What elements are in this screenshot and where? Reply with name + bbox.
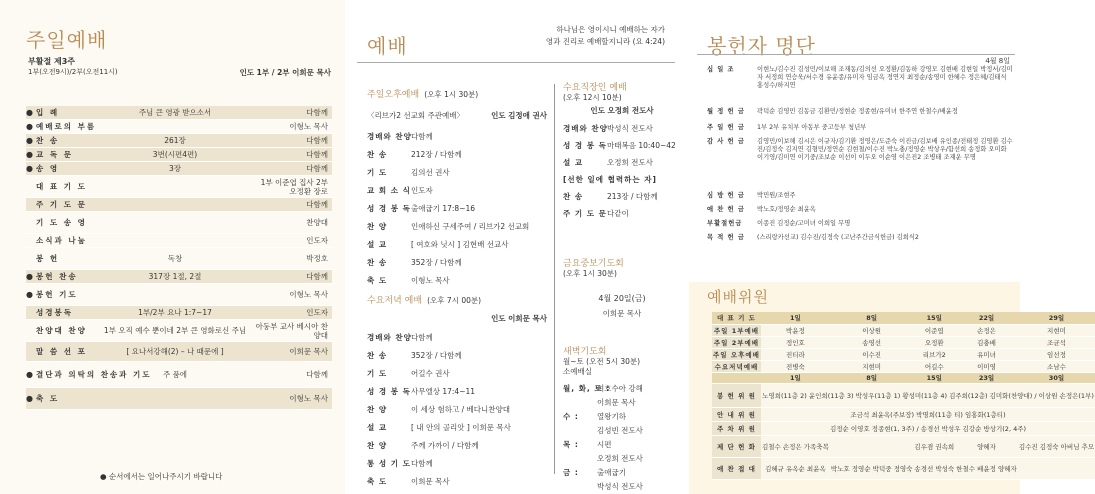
item-label: 경배와 찬양 bbox=[367, 332, 412, 342]
offering-category: 목 적 헌 금 bbox=[707, 234, 745, 241]
order-row bbox=[26, 306, 332, 320]
service-items bbox=[367, 127, 547, 289]
offering-category: 월 정 헌 금 bbox=[707, 108, 745, 115]
item-label: 교 회 소 식 bbox=[367, 185, 411, 195]
date-cell: 15일 bbox=[913, 372, 955, 383]
order-content: 주 품에 bbox=[162, 370, 188, 379]
item-label: 주 기 도 문 bbox=[563, 209, 607, 218]
order-leader: 이형노 목사 bbox=[289, 290, 328, 299]
list-item bbox=[367, 145, 547, 163]
table-cell: 오정환 bbox=[913, 336, 955, 348]
row-label: 대 표 기 도 bbox=[712, 312, 761, 324]
list-item bbox=[367, 163, 547, 181]
offering-names: 박민원/조현주 bbox=[757, 192, 796, 199]
order-content: 주님 큰 영광 받으소서 bbox=[138, 108, 212, 117]
item-value: 213장 / 다함께 bbox=[607, 192, 658, 201]
list-item bbox=[563, 171, 681, 188]
order-label: 봉헌 찬송 bbox=[36, 272, 78, 281]
table-cell: 이수진 bbox=[830, 348, 914, 360]
order-content: 3장 bbox=[168, 164, 182, 173]
item-label: [선한 일에 협력하는 자] bbox=[563, 175, 657, 184]
order-leader: 다함께 bbox=[306, 272, 328, 281]
item-value: 이희문 목사 bbox=[411, 476, 450, 486]
offering-row bbox=[707, 138, 1013, 190]
item-label: 월, 화, 토 : bbox=[563, 383, 611, 393]
offering-category: 애 찬 헌 금 bbox=[707, 206, 745, 213]
table-cell: 김정순 이영호 정종현(1, 3주) / 송경선 박성우 김강순 방상기(2, 4주) bbox=[761, 421, 1095, 435]
order-leader: 다함께 bbox=[306, 200, 328, 209]
offering-row bbox=[707, 108, 1013, 122]
item-value: 마태복음 10:40~42 bbox=[607, 141, 676, 150]
order-row bbox=[26, 148, 332, 162]
row-label: 봉 헌 위 원 bbox=[712, 383, 761, 407]
table-cell: 김충배 bbox=[955, 336, 1018, 348]
section-time: (오후 7시 00분) bbox=[427, 296, 482, 305]
offering-category: 부활절헌금 bbox=[707, 220, 743, 227]
bullet-icon: ● bbox=[26, 272, 33, 281]
section-time: (오후 1시 30분) bbox=[563, 269, 617, 278]
table-cell: 김혜규 유옥순 최윤옥 bbox=[761, 457, 830, 479]
order-leader: 인도자 bbox=[306, 236, 328, 245]
table-cell: 손정은 bbox=[955, 324, 1018, 336]
item-label: 축 도 bbox=[367, 275, 388, 285]
order-leader: 박정호 bbox=[306, 254, 328, 263]
item-label: 경배와 찬양 bbox=[563, 124, 608, 133]
order-leader: 다함께 bbox=[306, 164, 328, 173]
row-label: 애 찬 접 대 bbox=[712, 457, 761, 479]
table-row bbox=[712, 312, 1095, 324]
order-label: 찬양대 찬양 bbox=[36, 326, 87, 335]
list-item bbox=[367, 127, 547, 145]
list-item bbox=[367, 199, 547, 217]
table-cell: 8일 bbox=[830, 312, 914, 324]
order-content: 1부 오직 예수 뿐이네 2부 큰 영화로신 주님 bbox=[103, 326, 247, 335]
item-value: 사무엘상 17:4~11 bbox=[411, 386, 476, 396]
order-content: 3번(시편4편) bbox=[152, 150, 198, 159]
friday-prayer bbox=[563, 256, 681, 319]
item-label: 금 : bbox=[563, 467, 579, 477]
order-label: 입 례 bbox=[36, 108, 60, 117]
page-title: 예배 bbox=[367, 34, 408, 58]
page-worship bbox=[345, 0, 685, 494]
list-item bbox=[367, 235, 547, 253]
list-item bbox=[563, 381, 681, 395]
order-leader: 다함께 bbox=[306, 136, 328, 145]
table-cell: 송영선 bbox=[830, 336, 914, 348]
offering-row bbox=[707, 124, 1013, 136]
table-cell: 소남수 bbox=[1018, 360, 1095, 372]
offering-names: 이종진 김정순/고미녀 이희일 무명 bbox=[757, 220, 851, 227]
offering-names: 곽덕순 김영민 김동금 김환민/정현순 정종현/유미녀 한주연 한철수/배윤정 bbox=[757, 108, 958, 115]
list-item bbox=[367, 454, 547, 472]
item-label: 성 경 봉 독 bbox=[367, 203, 411, 213]
table-cell: 조금석 최윤옥(주보장) 박명희(11층 티) 임홍화(1층티) bbox=[761, 407, 1095, 421]
worship-committee-table bbox=[712, 312, 1095, 480]
date-cell: 23일 bbox=[955, 372, 1018, 383]
table-cell: 29일 bbox=[1018, 312, 1095, 324]
wednesday-evening-service bbox=[367, 288, 547, 490]
order-content: 261장 bbox=[164, 136, 186, 145]
order-content: 317장 1절, 2절 bbox=[148, 272, 202, 281]
table-cell bbox=[830, 435, 914, 457]
divider bbox=[554, 84, 555, 474]
prayer-date: 4월 20일(금) bbox=[598, 294, 646, 303]
item-value: 어길수 권사 bbox=[411, 368, 450, 378]
item-label: 설 교 bbox=[563, 158, 584, 167]
item-value: 열왕기하 bbox=[597, 411, 626, 421]
order-label: 대 표 기 도 bbox=[36, 182, 87, 191]
date-cell: 30일 bbox=[1018, 372, 1095, 383]
order-row bbox=[26, 106, 332, 120]
item-label: 설 교 bbox=[367, 422, 388, 432]
order-row bbox=[26, 342, 332, 362]
order-label: 주 기 도 문 bbox=[36, 200, 87, 209]
dawn-prayer bbox=[563, 344, 681, 493]
offering-names: 김영민/이보해 김시은 이규자/김기환 정영은/도준숙 이진금/김보배 유인종/전태정 김영환 김수진/김정숙 김지연 김형민/정연순 김현철/이수진 박노충/정영순 박상우/함선희 송정화 오미화 이기영/김미연 이기중/조보순 이선이 이두오 이순영 이은진2 조병태 조재운 무명 bbox=[757, 138, 1013, 161]
order-content: 독창 bbox=[167, 254, 183, 263]
item-value: 이희문 목사 bbox=[597, 397, 636, 407]
item-value: 주께 가까이 / 다함께 bbox=[411, 440, 479, 450]
divider bbox=[697, 54, 1015, 55]
order-label: 말 씀 선 포 bbox=[36, 347, 87, 356]
table-cell: 김수진 김정숙 아버님 추모 bbox=[1018, 435, 1095, 457]
order-leader: 다함께 bbox=[306, 108, 328, 117]
table-cell: 이미영 bbox=[955, 360, 1018, 372]
item-value: 박성식 전도사 bbox=[597, 481, 643, 491]
order-content: 1부/2부 요나 1:7~17 bbox=[138, 308, 212, 317]
order-leader: 이형노 목사 bbox=[289, 394, 328, 403]
order-leader: 찬양대 bbox=[306, 218, 328, 227]
order-label: 봉 헌 bbox=[36, 254, 60, 263]
table-row bbox=[712, 421, 1095, 435]
order-leader: 아둥부 교사 베시아 찬양대 bbox=[255, 321, 328, 340]
order-row bbox=[26, 270, 332, 284]
order-label: 예배로의 부름 bbox=[36, 122, 97, 131]
offering-row bbox=[707, 192, 1013, 204]
order-row bbox=[26, 248, 332, 270]
list-item bbox=[563, 120, 681, 137]
item-label: 성 경 봉 독 bbox=[367, 386, 411, 396]
list-item bbox=[367, 217, 547, 235]
list-item bbox=[563, 479, 681, 493]
order-label: 성경봉독 bbox=[36, 308, 73, 317]
item-value: 다같이 bbox=[607, 209, 629, 218]
row-label: 제 단 헌 화 bbox=[712, 435, 761, 457]
row-label: 안 내 위 원 bbox=[712, 407, 761, 421]
list-item bbox=[563, 395, 681, 409]
table-cell bbox=[1018, 457, 1095, 479]
week-label: 부활절 제3주 bbox=[28, 57, 75, 66]
section-title: 수요저녁 예배 bbox=[367, 296, 423, 306]
list-item bbox=[563, 451, 681, 465]
list-item bbox=[563, 423, 681, 437]
scripture-verse bbox=[546, 24, 665, 48]
table-cell: 임선정 bbox=[1018, 348, 1095, 360]
table-row bbox=[712, 336, 1095, 348]
section-time: (오후 12시 10분) bbox=[563, 93, 622, 102]
order-label: 찬 송 bbox=[36, 136, 60, 145]
verse-line: 영과 진리로 예배할지니라 (요 4:24) bbox=[545, 37, 665, 46]
table-row bbox=[712, 360, 1095, 372]
bullet-icon: ● bbox=[26, 370, 33, 379]
table-cell: 어길수 bbox=[913, 360, 955, 372]
order-label: 송 영 bbox=[36, 164, 60, 173]
item-value: 오정희 전도사 bbox=[597, 453, 643, 463]
table-row bbox=[712, 324, 1095, 336]
bullet-icon: ● bbox=[26, 394, 33, 403]
order-row bbox=[26, 284, 332, 306]
table-cell: 이준엽 bbox=[913, 324, 955, 336]
page-sunday-worship bbox=[0, 0, 345, 494]
item-value: [ 여호와 닛시 ] 김현배 선교사 bbox=[411, 239, 509, 249]
table-cell: 박윤정 bbox=[761, 324, 830, 336]
list-item bbox=[563, 137, 681, 154]
row-label bbox=[712, 372, 761, 383]
item-value: 박성식 전도사 bbox=[607, 124, 653, 133]
item-label: 찬 송 bbox=[563, 192, 584, 201]
item-label: 성 경 봉 독 bbox=[563, 141, 607, 150]
table-cell: 한철수 배윤정 양혜자 bbox=[955, 457, 1018, 479]
item-label: 기 도 bbox=[367, 167, 388, 177]
item-value: 여호수아 강해 bbox=[597, 383, 643, 393]
item-value: 352장 / 다함께 bbox=[411, 257, 462, 267]
row-label: 주일 오후예배 bbox=[712, 348, 761, 360]
item-value: 212장 / 다함께 bbox=[411, 149, 462, 159]
row-label: 주일 2부예배 bbox=[712, 336, 761, 348]
bullet-icon: ● bbox=[26, 108, 33, 117]
order-leader: 다함께 bbox=[306, 370, 328, 379]
table-row bbox=[712, 383, 1095, 407]
item-value: 다함께 bbox=[411, 131, 433, 141]
row-label: 주일 1부예배 bbox=[712, 324, 761, 336]
table-row bbox=[712, 457, 1095, 479]
bullet-icon: ● bbox=[26, 290, 33, 299]
offering-category: 주 일 헌 금 bbox=[707, 124, 745, 131]
table-cell: 리브가2 bbox=[913, 348, 955, 360]
order-row bbox=[26, 212, 332, 234]
table-row bbox=[712, 407, 1095, 421]
item-label: 찬 양 bbox=[367, 404, 388, 414]
item-value: 김성빈 전도사 bbox=[597, 425, 643, 435]
item-value: 인도자 bbox=[411, 185, 433, 195]
page-title: 주일예배 bbox=[26, 28, 108, 52]
list-item bbox=[367, 436, 547, 454]
leader: 인도 오정희 전도사 bbox=[590, 106, 654, 115]
offering-row bbox=[707, 234, 1013, 256]
bullet-icon: ● bbox=[26, 164, 33, 173]
item-label: 경배와 찬양 bbox=[367, 131, 412, 141]
section-place: 소예배실 bbox=[563, 367, 592, 376]
list-item bbox=[367, 181, 547, 199]
item-label: 수 : bbox=[563, 411, 579, 421]
divider bbox=[357, 62, 675, 63]
bullet-icon: ● bbox=[26, 122, 33, 131]
list-item bbox=[367, 472, 547, 490]
order-label: 소식과 나눔 bbox=[36, 236, 87, 245]
list-item bbox=[367, 346, 547, 364]
service-items bbox=[367, 328, 547, 490]
table-cell: 지현미 bbox=[1018, 324, 1095, 336]
order-leader: 1부 이준엽 집사 2부 오정환 장로 bbox=[260, 177, 328, 196]
order-of-service bbox=[26, 106, 332, 410]
offering-date: 4월 8일 bbox=[985, 57, 1010, 65]
item-label: 찬 송 bbox=[367, 149, 388, 159]
item-label: 찬 송 bbox=[367, 350, 388, 360]
table-cell: 김철수 손정은 가족축복 bbox=[761, 435, 830, 457]
service-items bbox=[563, 381, 681, 493]
order-label: 봉헌 기도 bbox=[36, 290, 78, 299]
item-label: 찬 양 bbox=[367, 440, 388, 450]
table-row bbox=[712, 348, 1095, 360]
offering-names: 박노호/정영순 최윤옥 bbox=[757, 206, 816, 213]
date-cell: 8일 bbox=[830, 372, 914, 383]
offering-category: 십 일 조 bbox=[707, 66, 735, 73]
order-label: 교 독 문 bbox=[36, 150, 73, 159]
offering-list bbox=[707, 66, 1013, 258]
order-row bbox=[26, 320, 332, 342]
order-row bbox=[26, 134, 332, 148]
order-leader: 이희문 목사 bbox=[289, 347, 328, 356]
list-item bbox=[367, 382, 547, 400]
item-label: 목 : bbox=[563, 439, 579, 449]
section-title: 새벽기도회 bbox=[563, 347, 607, 357]
item-value: 오정희 전도사 bbox=[607, 158, 653, 167]
offering-category: 심 방 헌 금 bbox=[707, 192, 745, 199]
row-label: 주 차 위 원 bbox=[712, 421, 761, 435]
list-item bbox=[563, 188, 681, 205]
leader: 인도 이희문 목사 bbox=[491, 314, 547, 323]
item-value: 이형노 목사 bbox=[411, 275, 450, 285]
item-value: 출애굽기 bbox=[597, 467, 626, 477]
table-row bbox=[712, 435, 1095, 457]
item-value: 시편 bbox=[597, 439, 612, 449]
list-item bbox=[563, 154, 681, 171]
item-label: 찬 양 bbox=[367, 221, 388, 231]
item-value: 출애굽기 17:8~16 bbox=[411, 203, 476, 213]
list-item bbox=[367, 271, 547, 289]
list-item bbox=[367, 253, 547, 271]
table-cell: 박노호 정영순 박덕중 정영숙 bbox=[830, 457, 914, 479]
order-row bbox=[26, 162, 332, 176]
standing-note: ● 순서에서는 일어나주시기 바랍니다 bbox=[100, 472, 223, 481]
section-title: 주일오후예배 bbox=[367, 90, 420, 100]
table-cell: 진티라 bbox=[761, 348, 830, 360]
table-cell: 김우겸 권속희 bbox=[913, 435, 955, 457]
workers-service bbox=[563, 80, 681, 222]
bullet-icon: ● bbox=[26, 136, 33, 145]
leader: 인도 1부 / 2부 이희문 목사 bbox=[239, 68, 331, 77]
table-cell: 지현미 bbox=[830, 360, 914, 372]
item-label: 찬 송 bbox=[367, 257, 388, 267]
list-item bbox=[563, 409, 681, 423]
item-value: 352장 / 다함께 bbox=[411, 350, 462, 360]
table-cell: 22일 bbox=[955, 312, 1018, 324]
list-item bbox=[367, 364, 547, 382]
service-times: 1부(오전9시)/2부(오전11시) bbox=[28, 68, 118, 76]
list-item bbox=[367, 328, 547, 346]
table-cell: 유미녀 bbox=[955, 348, 1018, 360]
order-row bbox=[26, 388, 332, 410]
table-cell: 전병숙 bbox=[761, 360, 830, 372]
service-items bbox=[563, 120, 681, 222]
section-title: 금요중보기도회 bbox=[563, 259, 624, 269]
table-cell: 1일 bbox=[761, 312, 830, 324]
offering-names: 이현노/김수진 김성민/이보해 조재동/김의선 오정환/김동하 강영모 김현배 김현일 박정서/김미자 서정희 연승욱/서수경 유윤종/유미자 임금옥 정연지 최정순/송영미 한혜수 정은혜/김태식 홍성수/하지연 bbox=[757, 66, 1013, 89]
order-label: 축 도 bbox=[36, 394, 60, 403]
order-row bbox=[26, 198, 332, 212]
afternoon-service bbox=[367, 82, 547, 289]
order-leader: 인도자 bbox=[306, 308, 328, 317]
section-title: 예배위원 bbox=[707, 288, 769, 306]
list-item bbox=[367, 400, 547, 418]
table-cell: 양혜자 bbox=[955, 435, 1018, 457]
offering-row bbox=[707, 220, 1013, 232]
item-value: 다함께 bbox=[411, 332, 433, 342]
list-item bbox=[563, 205, 681, 222]
section-title: 수요직장인 예배 bbox=[563, 83, 627, 93]
order-row bbox=[26, 176, 332, 198]
leader: 인도 김정애 권사 bbox=[491, 111, 547, 120]
list-item bbox=[563, 437, 681, 451]
order-row bbox=[26, 120, 332, 134]
table-cell: 송경선 박성숙 bbox=[913, 457, 955, 479]
order-label: 결단과 의탁의 찬송과 기도 bbox=[36, 370, 152, 379]
order-row bbox=[26, 234, 332, 248]
item-label: 설 교 bbox=[367, 239, 388, 249]
item-value: 인애하신 구세주여 / 리브가2 선교회 bbox=[411, 221, 530, 231]
table-cell: 노영희(11층 2) 윤인희(11층 3) 박성우(11층 1) 황성미(11층 4) 김주희(12층) 김미화(찬양대) / 이상원 손정은(1부) bbox=[761, 383, 1095, 407]
bullet-icon: ● bbox=[26, 150, 33, 159]
host-group: 〈리브가2 선교회 주관예배〉 bbox=[367, 111, 464, 120]
list-item bbox=[367, 418, 547, 436]
row-label: 수요저녁예배 bbox=[712, 360, 761, 372]
offering-names: 1부 2부 유치부 아동부 중고등부 청년부 bbox=[757, 124, 867, 131]
section-time: (오후 1시 30분) bbox=[424, 90, 479, 99]
list-item bbox=[563, 465, 681, 479]
offering-names: (스리랑카선교) 김수진/김정숙 (고난주간금식헌금) 김희식2 bbox=[757, 234, 919, 241]
order-content: [ 요나서강해(2) – 나 때문에 ] bbox=[126, 347, 224, 356]
order-label: 기 도 송 영 bbox=[36, 218, 87, 227]
table-cell: 이상원 bbox=[830, 324, 914, 336]
offering-row bbox=[707, 66, 1013, 106]
item-label: 기 도 bbox=[367, 368, 388, 378]
table-row bbox=[712, 372, 1095, 383]
item-value: 이 세상 험하고 / 베다니찬양대 bbox=[411, 404, 511, 414]
date-cell: 1일 bbox=[761, 372, 830, 383]
item-value: [ 내 안의 골리앗 ] 이희문 목사 bbox=[411, 422, 511, 432]
item-label: 축 도 bbox=[367, 476, 388, 486]
verse-line: 하나님은 영이시니 예배하는 자가 bbox=[556, 25, 665, 34]
order-leader: 다함께 bbox=[306, 150, 328, 159]
order-leader: 이형노 목사 bbox=[289, 122, 328, 131]
item-value: 다함께 bbox=[411, 458, 433, 468]
item-label: 통 성 기 도 bbox=[367, 458, 411, 468]
page-title: 봉헌자 명단 bbox=[707, 34, 816, 58]
section-time: 월~토 (오전 5시 30분) bbox=[563, 357, 641, 366]
table-cell: 15일 bbox=[913, 312, 955, 324]
order-row bbox=[26, 362, 332, 388]
prayer-leader: 이희문 목사 bbox=[602, 309, 642, 318]
table-cell: 정인호 bbox=[761, 336, 830, 348]
table-cell: 조균석 bbox=[1018, 336, 1095, 348]
item-value: 김의선 권사 bbox=[411, 167, 450, 177]
offering-category: 감 사 헌 금 bbox=[707, 138, 745, 145]
offering-row bbox=[707, 206, 1013, 218]
